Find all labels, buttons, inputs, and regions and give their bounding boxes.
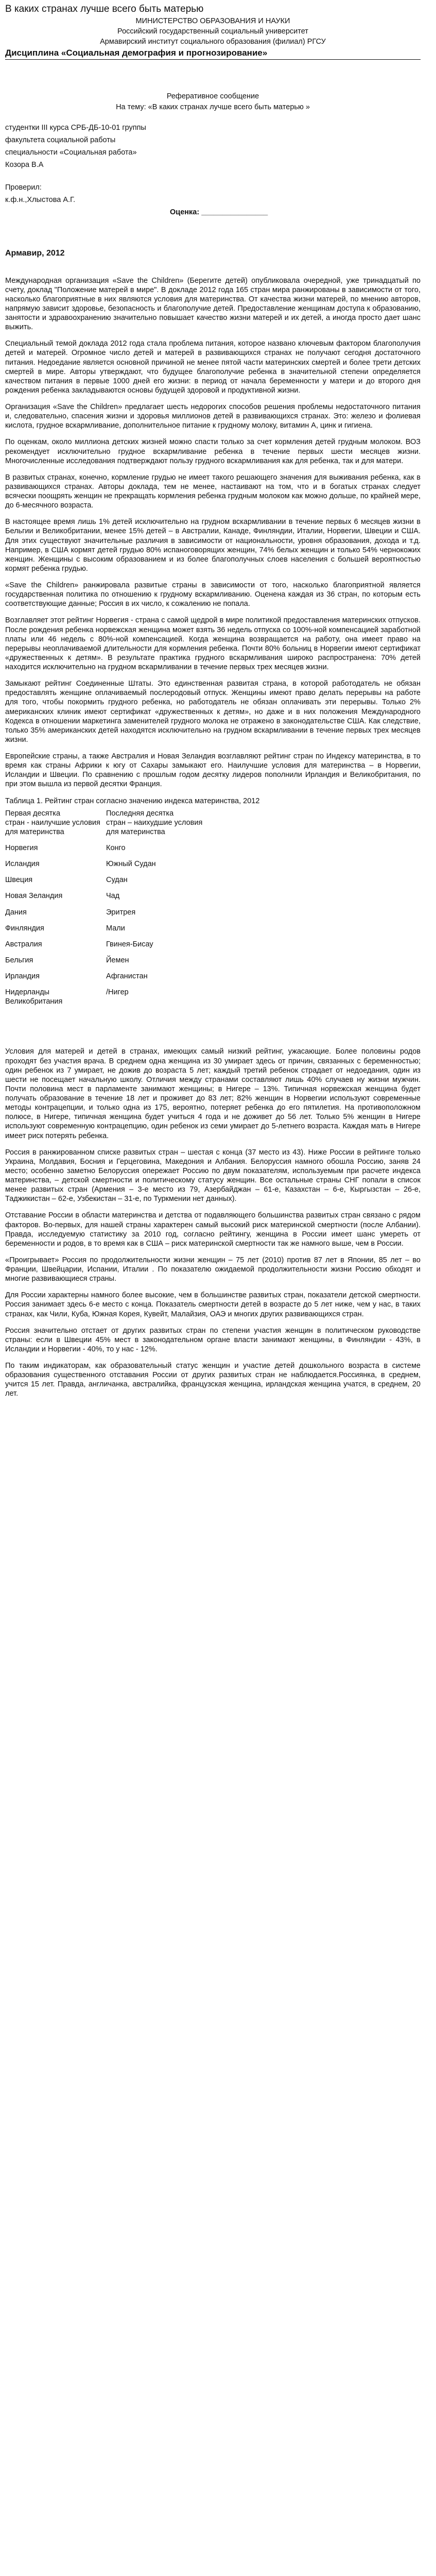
table-cell: Норвегия bbox=[5, 844, 38, 852]
document-title: В каких странах лучше всего быть матерью bbox=[5, 4, 204, 14]
paragraph: Специальный темой доклада 2012 года стала проблема питания, которое названо ключевым фактором благополучия детей и матерей. Огромное число детей и матерей в развивающихся странах не получают сегодня достаточного питания. Недоедание является основной причиной не менее пятой части материнских смертей и более трети детских смертей в мире. Авторы утверждают, что будущее благополучие ребенка в значительной степени определяется качеством питания в первые 1000 дней его жизни: в период от начала беременности у матери и до второго дня рождения ребенка закладываются основы будущей здоровой и продуктивной жизни. bbox=[5, 340, 421, 395]
student-name: Козора В.А bbox=[5, 161, 44, 169]
student-line-1: студентки III курса СРБ-ДБ-10-01 группы bbox=[5, 123, 146, 132]
table-cell: Ирландия bbox=[5, 972, 40, 980]
paragraph: Условия для матерей и детей в странах, имеющих самый низкий рейтинг, ужасающие. Более половины родов проходят без участия врача. В среднем одна женщина из 30 умирает здесь от причин, связанных с беременностью; один ребенок из 7 умирает, не дожив до возраста 5 лет; каждый третий ребенок страдает от недоедания, один из шести не посещает начальную школу. Отличия между странами составляют лишь 40% случаев ну жизни мужчин. Почти половина мест в парламенте занимают женщины; в Нигере – 13%. Типичная норвежская женщина будет получать образование в течение 18 лет и проживет до 83 лет; 82% женщин в Норвегии используют современные методы контрацепции, и только одна из 175, вероятно, потеряет ребенка до его пятилетия. На противоположном полюсе, в Нигере, типичная женщина будет учиться 4 года и не доживет до 56 лет. Только 5% женщин в Нигере используют современную контрацепцию, один ребенок из семи умирает до 5-летнего возраста. Каждая мать в Нигере имеет риск потерять ребенка. bbox=[5, 1047, 421, 1140]
paragraph: Отставание России в области материнства и детства от подавляющего большинства развитых стран связано с рядом факторов. Во-первых, для нашей страны характерен самый высокий риск материнской смертности (после Албании). Правда, исследуемую статистику за 2010 год, согласно рейтингу, женщина в России имеет шанс умереть от беременности и родов, в то время как в США – риск материнской смертности так же намного выше, чем в России. bbox=[5, 1211, 421, 1248]
table-row bbox=[5, 988, 221, 1013]
header-divider bbox=[5, 59, 421, 60]
table-caption: Таблица 1. Рейтинг стран согласно значению индекса материнства, 2012 bbox=[5, 796, 260, 805]
table-header-row bbox=[5, 809, 221, 843]
table-row bbox=[5, 891, 221, 907]
report-topic: На тему: «В каких странах лучше всего быть матерью » bbox=[116, 103, 310, 111]
table-cell: Исландия bbox=[5, 860, 40, 869]
university-line: Российский государственный социальный университет bbox=[117, 27, 308, 36]
table-row bbox=[5, 859, 221, 875]
table-cell: Австралия bbox=[5, 940, 42, 948]
reviewer-name: к.ф.н.,Хлыстова А.Г. bbox=[5, 196, 76, 205]
reviewer-label: Проверил: bbox=[5, 183, 42, 192]
table-cell: Афганистан bbox=[106, 972, 148, 980]
paragraph: Возглавляет этот рейтинг Норвегия - страна с самой щедрой в мире политикой предоставления материнских отпусков. После рождения ребенка норвежская женщина может взять 36 недель отпуска со 100%-ной компенсацией заработной платы или 46 недель с 80%-ной компенсацией. Когда женщина возвращается на работу, она имеет право на перерывы неоплачиваемой длительности для кормления ребенка. Почти 80% больниц в Норвегии имеют сертификат «дружественных к детям». В результате практика грудного вскармливания широко распространена: 70% детей находится исключительно на грудном вскармливании в течение первых трех месяцев жизни. bbox=[5, 616, 421, 671]
table-cell: Йемен bbox=[106, 956, 129, 964]
table-cell: Конго bbox=[106, 844, 126, 852]
student-line-3: специальности «Социальная работа» bbox=[5, 148, 137, 157]
table-cell: Дания bbox=[5, 908, 27, 917]
paragraph: В настоящее время лишь 1% детей исключительно на грудном вскармливании в течение первых 6 месяцев жизни в Бельгии и Великобритании, менее 15% детей – в Австралии, Канаде, Финляндии, Италии, Норвегии, Швеции и США. Для этих существуют значительные различия в зависимости от национальности, уровня образования, дохода и т.д. Например, в США кормят детей грудью 80% испаноговорящих женщин, 74% белых женщин и только 54% чернокожих женщин. Женщины с высоким образованием и из более благополучных слоев населения с большей вероятностью кормят ребенка грудью. bbox=[5, 518, 421, 573]
table-cell: Финляндия bbox=[5, 924, 44, 933]
report-kind: Реферативное сообщение bbox=[166, 92, 259, 101]
table-cell: /Нигер bbox=[106, 988, 129, 997]
body-part-2 bbox=[5, 1047, 421, 1398]
grade-line: Оценка: ________________ bbox=[170, 208, 268, 217]
table-row bbox=[5, 940, 221, 956]
paragraph: «Save the Children» ранжировала развитые страны в зависимости от того, насколько благоприятной является государственная политика по отношению к грудному вскармливанию. Оценена каждая из 36 стран, по которым есть соответствующие данные; Россия в их число, к сожалению не попала. bbox=[5, 581, 421, 608]
paragraph: По таким индикаторам, как образовательный статус женщин и участие детей дошкольного возраста в системе образования существенного отставания России от других развитых стран не наблюдается.Россиянка, в среднем, учится 15 лет. Правда, англичанка, австралийка, французская женщина, ирландская женщина учатся, в среднем, 20 лет. bbox=[5, 1362, 421, 1398]
branch-line: Армавирский институт социального образования (филиал) РГСУ bbox=[100, 38, 326, 46]
paragraph: Россия значительно отстает от других развитых стран по степени участия женщин в политическом руководстве страны: если в Швеции 45% мест в законодательном органе власти занимают женщины, в Финляндии - 43%, в Исландии и Норвегии - 40%, то у нас - 12%. bbox=[5, 1326, 421, 1353]
paragraph: По оценкам, около миллиона детских жизней можно спасти только за счет кормления детей грудным молоком. ВОЗ рекомендует исключительно грудное вскармливание ребенка в течение первых шести месяцев жизни. Многочисленные исследования подтверждают пользу грудного вскармливания как для ребенка, так и для матери. bbox=[5, 438, 421, 465]
paragraph: Россия в ранжированном списке развитых стран – шестая с конца (37 место из 43). Ниже России в рейтинге только Украина, Молдавия, Босния и Герцеговина, Македония и Албания. Белоруссия намного обошла Россию, заняв 24 место; особенно заметно Белоруссия опережает Россию по двум показателям, используемым при расчете индекса материнства, – детской смертности и политическому статусу женщин. Все остальные страны СНГ попали в список менее развитых стран (Армения – 3-е место из 79, Азербайджан – 61-е, Казахстан – 6-е, Кыргызстан – 26-е, Таджикистан – 62-е, Узбекистан – 31-е, по Туркмении нет данных). bbox=[5, 1148, 421, 1204]
ranking-table bbox=[5, 809, 221, 1013]
discipline-line: Дисциплина «Социальная демография и прогнозирование» bbox=[5, 48, 268, 58]
paragraph: Международная организация «Save the Children» (Берегите детей) опубликовала очередной, уже тринадцатый по счету, доклад "Положение матерей в мире". В докладе 2012 года 165 стран мира ранжированы в зависимости от того, насколько благоприятные в них являются условия для материнства. От качества жизни матерей, по мнению авторов, напрямую зависит здоровье, безопасность и благополучие детей. Предоставление женщинам доступа к образованию, занятости и здравоохранению значительно повышает качество жизни матерей и их детей, а иногда просто дает шанс выжить. bbox=[5, 276, 421, 332]
table-header-col1: Первая десятка стран - наилучшие условия для материнства bbox=[5, 809, 100, 836]
table-row bbox=[5, 956, 221, 972]
city-year: Армавир, 2012 bbox=[5, 248, 65, 258]
table-row bbox=[5, 924, 221, 940]
table-cell: Мали bbox=[106, 924, 125, 933]
table-cell: Эритрея bbox=[106, 908, 136, 917]
table-cell: Чад bbox=[106, 892, 120, 901]
paragraph: Европейские страны, а также Австралия и Новая Зеландия возглавляют рейтинг стран по Индексу материнства, в то время как страны Африки к югу от Сахары замыкают его. Наилучшие условия для материнства – в Норвегии, Исландии и Швеции. По сравнению с прошлым годом десятку лидеров пополнили Ирландия и Великобритания, по при этом вышла из первой десятки Франция. bbox=[5, 752, 421, 789]
table-cell: Новая Зеландия bbox=[5, 892, 63, 901]
paragraph: «Проигрывает» Россия по продолжительности жизни женщин – 75 лет (2010) против 87 лет в Японии, 85 лет – во Франции, Швейцарии, Испании, Италии . По показателю ожидаемой продолжительности жизни Россию обходят и многие развивающиеся страны. bbox=[5, 1256, 421, 1283]
table-header-col2: Последняя десятка стран – наихудшие условия для материнства bbox=[106, 809, 203, 836]
table-cell: Швеция bbox=[5, 876, 33, 885]
table-row bbox=[5, 875, 221, 891]
paragraph: Для России характерны намного более высокие, чем в большинстве развитых стран, показатели детской смертности. Россия занимает здесь 6-е место с конца. Показатель смертности детей в возрасте до 5 лет ниже, чем у нас, в таких странах, как Чили, Куба, Южная Корея, Кувейт, Малайзия, ОАЭ и многих других развивающихся стран. bbox=[5, 1291, 421, 1318]
table-cell: Гвинея-Бисау bbox=[106, 940, 153, 948]
body-part-1 bbox=[5, 276, 421, 789]
table-row bbox=[5, 843, 221, 859]
ministry-line: МИНИСТЕРСТВО ОБРАЗОВАНИЯ И НАУКИ bbox=[135, 16, 290, 25]
student-line-2: факультета социальной работы bbox=[5, 135, 116, 144]
table-cell: Нидерланды Великобритания bbox=[5, 988, 63, 1006]
paragraph: В развитых странах, конечно, кормление грудью не имеет такого решающего значения для выживания ребенка, как в развивающихся странах. Авторы доклада, тем не менее, настаивают на том, что и в богатых странах следует всячески поощрять женщин не прекращать кормления ребенка грудным молоком как можно дольше, по крайней мере, до 6-месячного возраста. bbox=[5, 473, 421, 510]
table-row bbox=[5, 972, 221, 988]
table-cell: Южный Судан bbox=[106, 860, 156, 869]
paragraph: Организация «Save the Children» предлагает шесть недорогих способов решения проблемы недостаточного питания и, следовательно, спасения жизни и здоровья миллионов детей в развивающихся странах. Это: железо и фолиевая кислота, грудное вскармливание, дополнительное питание к грудному молоку, витамин А, цинк и гигиена. bbox=[5, 403, 421, 430]
table-cell: Судан bbox=[106, 876, 128, 885]
table-cell: Бельгия bbox=[5, 956, 33, 964]
table-row bbox=[5, 908, 221, 924]
paragraph: Замыкают рейтинг Соединенные Штаты. Это единственная развитая страна, в которой работодатель не обязан предоставлять женщине оплачиваемый послеродовый отпуск. Женщины имеют право делать перерывы на работе для того, чтобы покормить грудного ребенка, но работодатель не обязан оплачивать эти перерывы. Только 2% американских клиник имеют сертификат «дружественных к детям», но даже и в них положения Международного Кодекса в отношении маркетинга заменителей грудного молока не отражено в законодательстве США. Как следствие, только 35% американских детей находятся исключительно на грудном вскармливании в течение первых трех месяцев жизни. bbox=[5, 680, 421, 744]
